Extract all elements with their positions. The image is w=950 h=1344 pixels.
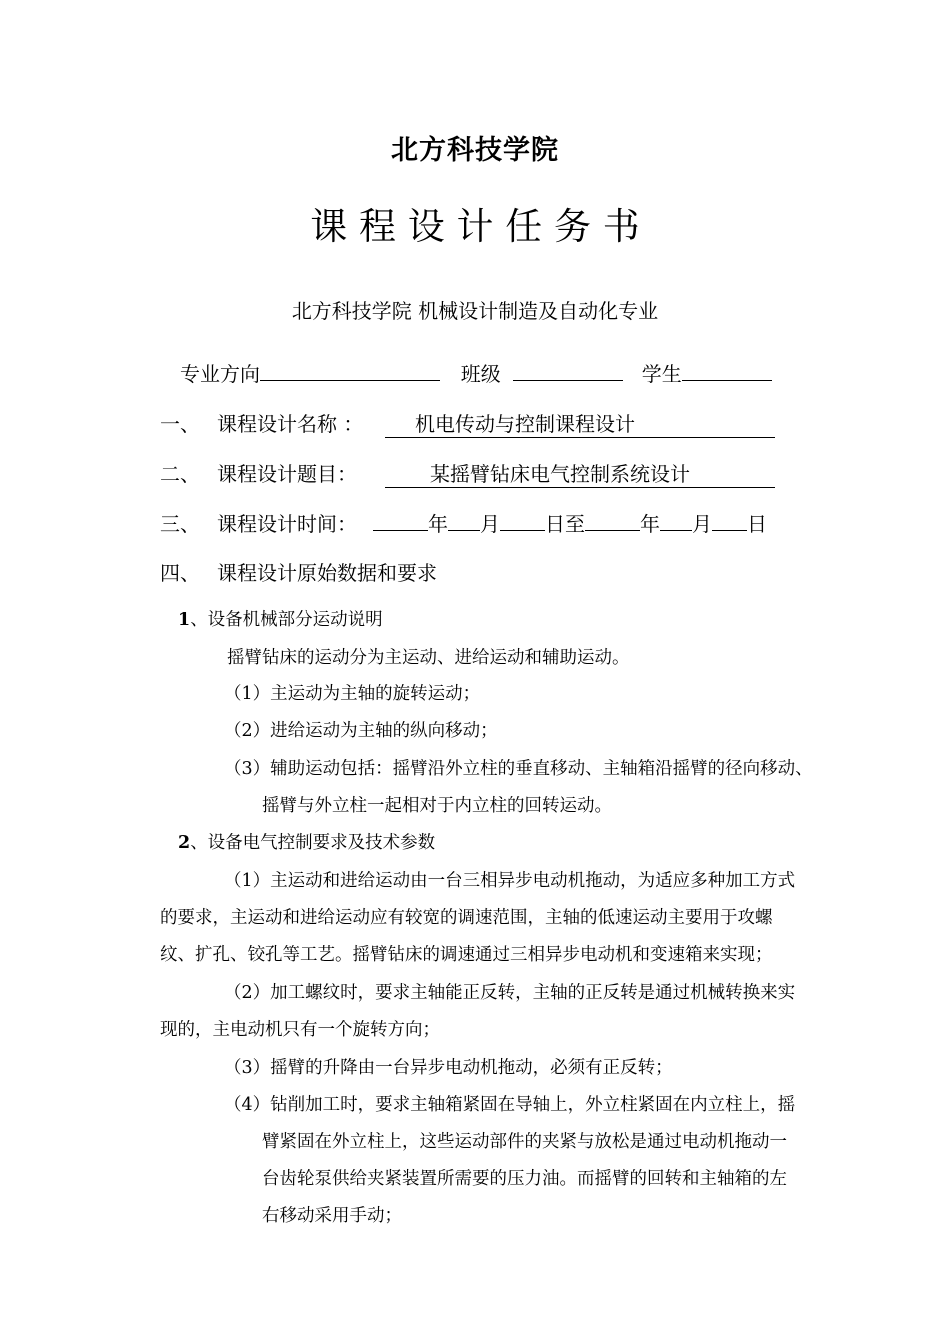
document-title: 课 程 设 计 任 务 书 bbox=[310, 205, 640, 248]
section-4-number: 四、 bbox=[160, 561, 200, 585]
subtitle: 北方科技学院 机械设计制造及自动化专业 bbox=[291, 299, 659, 323]
part-1-item-3: （3）辅助运动包括：摇臂沿外立柱的垂直移动、主轴箱沿摇臂的径向移动、 bbox=[224, 759, 813, 779]
req-2-line-1: （2）加工螺纹时，要求主轴能正反转，主轴的正反转是通过机械转换来实 bbox=[224, 983, 796, 1003]
section-3-label: 课程设计时间： bbox=[217, 512, 357, 536]
student-label: 学生 bbox=[641, 362, 682, 386]
section-3-dates bbox=[373, 508, 767, 537]
start-day-blank bbox=[500, 509, 545, 531]
req-1-line-2: 的要求，主运动和进给运动应有较宽的调速范围，主轴的低速运动主要用于攻螺 bbox=[160, 908, 773, 928]
section-2-value: 某摇臂钻床电气控制系统设计 bbox=[385, 458, 775, 488]
section-1-value: 机电传动与控制课程设计 bbox=[385, 408, 775, 438]
part-2-heading bbox=[178, 829, 435, 854]
section-1-number: 一、 bbox=[160, 412, 200, 436]
end-month-blank bbox=[660, 509, 692, 531]
end-day-unit: 日 bbox=[747, 512, 767, 536]
section-3-number: 三、 bbox=[160, 512, 200, 536]
end-year-blank bbox=[585, 509, 640, 531]
section-1-label: 课程设计名称 ： bbox=[217, 412, 364, 436]
institution-title: 北方科技学院 bbox=[391, 135, 559, 166]
req-1-line-1: （1）主运动和进给运动由一台三相异步电动机拖动，为适应多种加工方式 bbox=[224, 871, 796, 891]
section-1 bbox=[0, 408, 950, 438]
end-month-unit: 月 bbox=[692, 512, 712, 536]
major-blank bbox=[260, 359, 440, 381]
part-1-title: 、设备机械部分运动说明 bbox=[190, 610, 383, 630]
part-2-number: 2 bbox=[178, 833, 191, 853]
part-1-intro: 摇臂钻床的运动分为主运动、进给运动和辅助运动。 bbox=[227, 648, 630, 668]
section-4 bbox=[0, 557, 950, 587]
start-day-unit: 日至 bbox=[545, 512, 585, 536]
part-1-item-3-cont: 摇臂与外立柱一起相对于内立柱的回转运动。 bbox=[262, 796, 612, 816]
start-month-unit: 月 bbox=[480, 512, 500, 536]
req-4-line-4: 右移动采用手动； bbox=[262, 1206, 402, 1226]
req-4-line-2: 臂紧固在外立柱上，这些运动部件的夹紧与放松是通过电动机拖动一 bbox=[262, 1132, 787, 1152]
start-year-unit: 年 bbox=[428, 512, 448, 536]
part-1-item-2: （2）进给运动为主轴的纵向移动； bbox=[224, 721, 498, 741]
class-label: 班级 bbox=[460, 362, 501, 386]
req-2-line-2: 现的，主电动机只有一个旋转方向； bbox=[160, 1020, 440, 1040]
part-1-item-1: （1）主运动为主轴的旋转运动； bbox=[224, 684, 481, 704]
req-3: （3）摇臂的升降由一台异步电动机拖动，必须有正反转； bbox=[224, 1058, 673, 1078]
section-3 bbox=[0, 508, 950, 538]
class-blank bbox=[513, 359, 623, 381]
part-2-title: 、设备电气控制要求及技术参数 bbox=[190, 833, 436, 853]
start-year-blank bbox=[373, 509, 428, 531]
req-1-line-3: 纹、扩孔、铰孔等工艺。摇臂钻床的调速通过三相异步电动机和变速箱来实现； bbox=[160, 945, 773, 965]
part-1-heading bbox=[178, 606, 383, 631]
part-1-number: 1 bbox=[178, 610, 191, 630]
section-2-number: 二、 bbox=[160, 462, 200, 486]
student-blank bbox=[682, 359, 772, 381]
section-2-label: 课程设计题目： bbox=[217, 462, 357, 486]
req-4-line-3: 台齿轮泵供给夹紧装置所需要的压力油。而摇臂的回转和主轴箱的左 bbox=[262, 1169, 787, 1189]
major-label: 专业方向 bbox=[180, 362, 260, 386]
end-year-unit: 年 bbox=[640, 512, 660, 536]
start-month-blank bbox=[448, 509, 480, 531]
end-day-blank bbox=[712, 509, 747, 531]
section-4-label: 课程设计原始数据和要求 bbox=[217, 561, 437, 585]
req-4-line-1: （4）钻削加工时，要求主轴箱紧固在导轴上，外立柱紧固在内立柱上，摇 bbox=[224, 1095, 796, 1115]
info-line bbox=[180, 358, 772, 387]
section-2 bbox=[0, 458, 950, 488]
